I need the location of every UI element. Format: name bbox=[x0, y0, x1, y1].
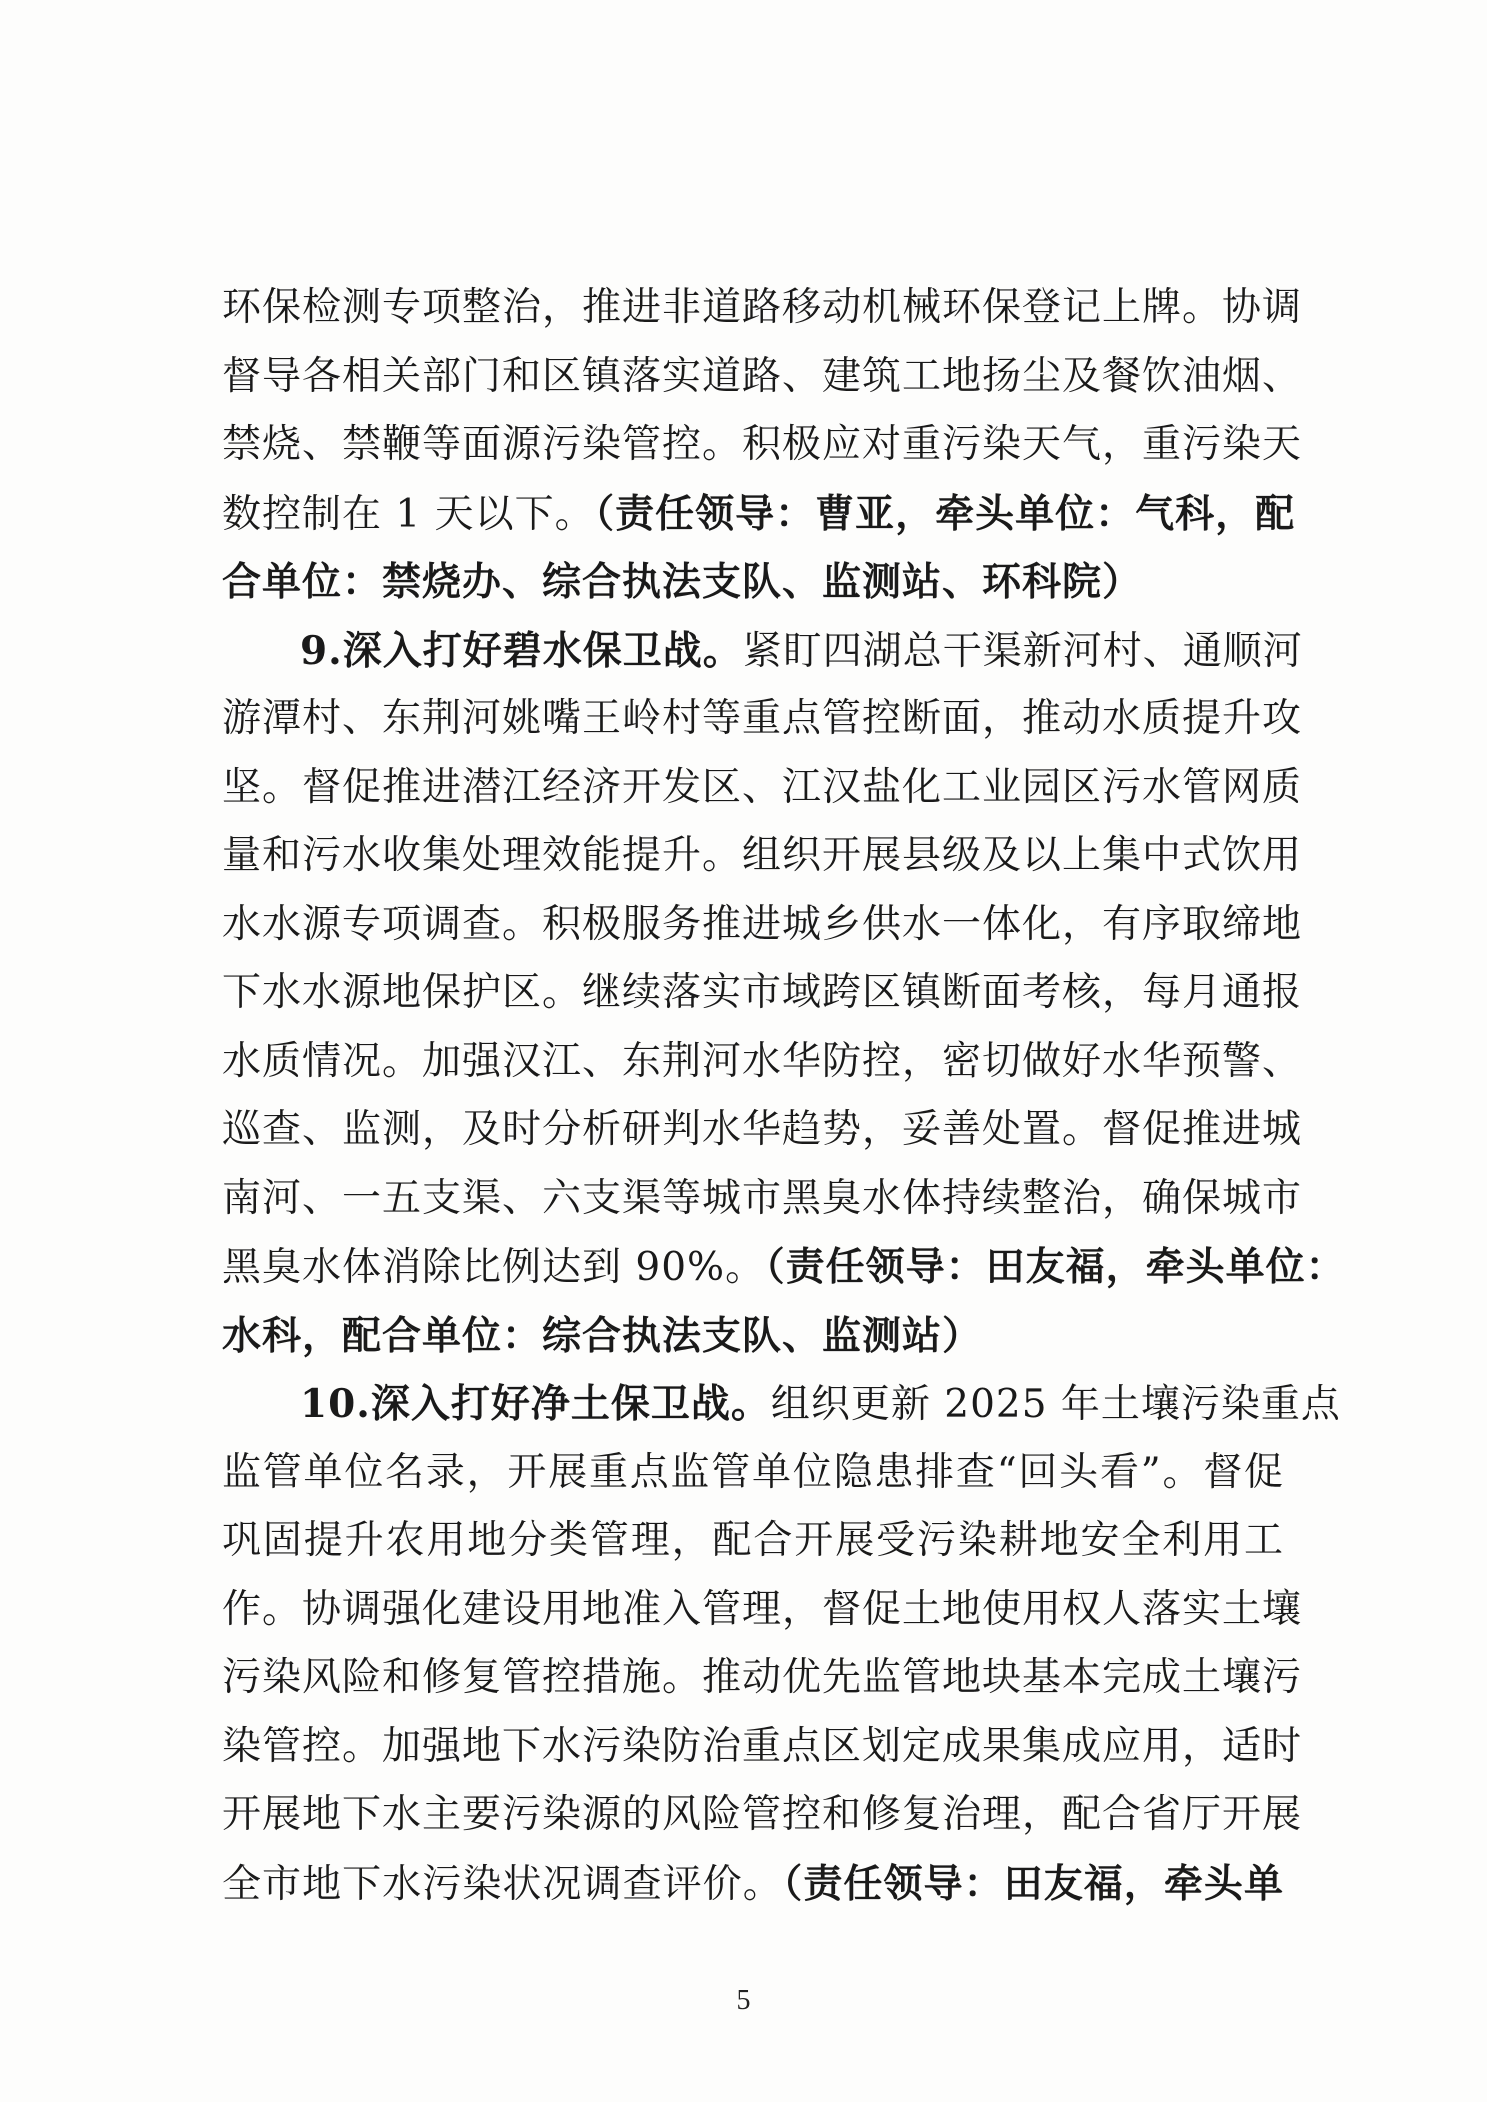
text-segment: 污染风险和修复管控措施。推动优先监管地块基本完成土壤污 bbox=[222, 1655, 1303, 1700]
bold-text-segment: （责任领导：曹亚，牵头单位：气科，配 bbox=[594, 491, 1296, 537]
text-segment: 游潭村、东荆河姚嘴王岭村等重点管控断面，推动水质提升攻 bbox=[222, 696, 1303, 741]
text-line bbox=[222, 1717, 1303, 1777]
bold-text-segment: （责任领导：田友福，牵头单位： bbox=[765, 1244, 1346, 1290]
text-segment: 环保检测专项整治，推进非道路移动机械环保登记上牌。协调 bbox=[222, 285, 1303, 330]
text-line bbox=[222, 1854, 1284, 1914]
text-line bbox=[222, 347, 1303, 407]
text-segment: 全市地下水污染状况调查评价。 bbox=[222, 1862, 783, 1907]
text-segment: 量和污水收集处理效能提升。组织开展县级及以上集中式饮用 bbox=[222, 833, 1303, 878]
text-line bbox=[222, 1785, 1303, 1845]
text-segment: 坚。督促推进潜江经济开发区、江汉盐化工业园区污水管网质 bbox=[222, 765, 1303, 810]
text-line bbox=[222, 1100, 1303, 1160]
text-segment: 黑臭水体消除比例达到 90%。 bbox=[222, 1245, 766, 1290]
text-line bbox=[222, 484, 1296, 544]
text-segment: 开展地下水主要污染源的风险管控和修复治理，配合省厅开展 bbox=[222, 1792, 1303, 1837]
text-segment: 染管控。加强地下水污染防治重点区划定成果集成应用，适时 bbox=[222, 1724, 1303, 1769]
text-line bbox=[300, 621, 1303, 681]
text-segment: 南河、一五支渠、六支渠等城市黑臭水体持续整治，确保城市 bbox=[222, 1176, 1303, 1221]
bold-text-segment: 9.深入打好碧水保卫战。 bbox=[300, 628, 743, 674]
bold-text-segment: 10.深入打好净土保卫战。 bbox=[300, 1381, 771, 1427]
bold-text-segment: 合单位：禁烧办、综合执法支队、监测站、环科院） bbox=[222, 559, 1143, 605]
text-segment: 监管单位名录，开展重点监管单位隐患排查“回头看”。督促 bbox=[222, 1450, 1284, 1495]
text-segment: 数控制在 1 天以下。 bbox=[222, 492, 595, 537]
text-segment: 巡查、监测，及时分析研判水华趋势，妥善处置。督促推进城 bbox=[222, 1107, 1303, 1152]
text-line bbox=[222, 1169, 1303, 1229]
bold-text-segment: 水科，配合单位：综合执法支队、监测站） bbox=[222, 1313, 983, 1359]
text-line bbox=[222, 826, 1303, 886]
text-line bbox=[222, 758, 1303, 818]
text-line bbox=[222, 1306, 1284, 1366]
text-line bbox=[222, 552, 1284, 612]
bold-text-segment: （责任领导：田友福，牵头单 bbox=[782, 1861, 1284, 1907]
text-segment: 巩固提升农用地分类管理，配合开展受污染耕地安全利用工 bbox=[222, 1518, 1284, 1563]
text-segment: 组织更新 2025 年土壤污染重点 bbox=[770, 1382, 1341, 1427]
text-line bbox=[222, 278, 1303, 338]
text-segment: 水水源专项调查。积极服务推进城乡供水一体化，有序取缔地 bbox=[222, 902, 1303, 947]
page-number: 5 bbox=[736, 1985, 751, 2016]
text-segment: 禁烧、禁鞭等面源污染管控。积极应对重污染天气，重污染天 bbox=[222, 422, 1303, 467]
text-line bbox=[222, 1443, 1284, 1503]
text-line bbox=[222, 963, 1303, 1023]
text-line bbox=[222, 1648, 1303, 1708]
text-segment: 紧盯四湖总干渠新河村、通顺河 bbox=[742, 629, 1303, 674]
text-line bbox=[222, 1237, 1346, 1297]
text-line bbox=[222, 415, 1303, 475]
text-segment: 下水水源地保护区。继续落实市域跨区镇断面考核，每月通报 bbox=[222, 970, 1303, 1015]
text-line bbox=[222, 1511, 1284, 1571]
text-segment: 督导各相关部门和区镇落实道路、建筑工地扬尘及餐饮油烟、 bbox=[222, 354, 1303, 399]
text-line bbox=[222, 1580, 1303, 1640]
text-line bbox=[222, 895, 1303, 955]
text-line bbox=[300, 1374, 1341, 1434]
text-line bbox=[222, 1032, 1303, 1092]
text-line bbox=[222, 689, 1303, 749]
text-segment: 水质情况。加强汉江、东荆河水华防控，密切做好水华预警、 bbox=[222, 1039, 1303, 1084]
text-segment: 作。协调强化建设用地准入管理，督促土地使用权人落实土壤 bbox=[222, 1587, 1303, 1632]
